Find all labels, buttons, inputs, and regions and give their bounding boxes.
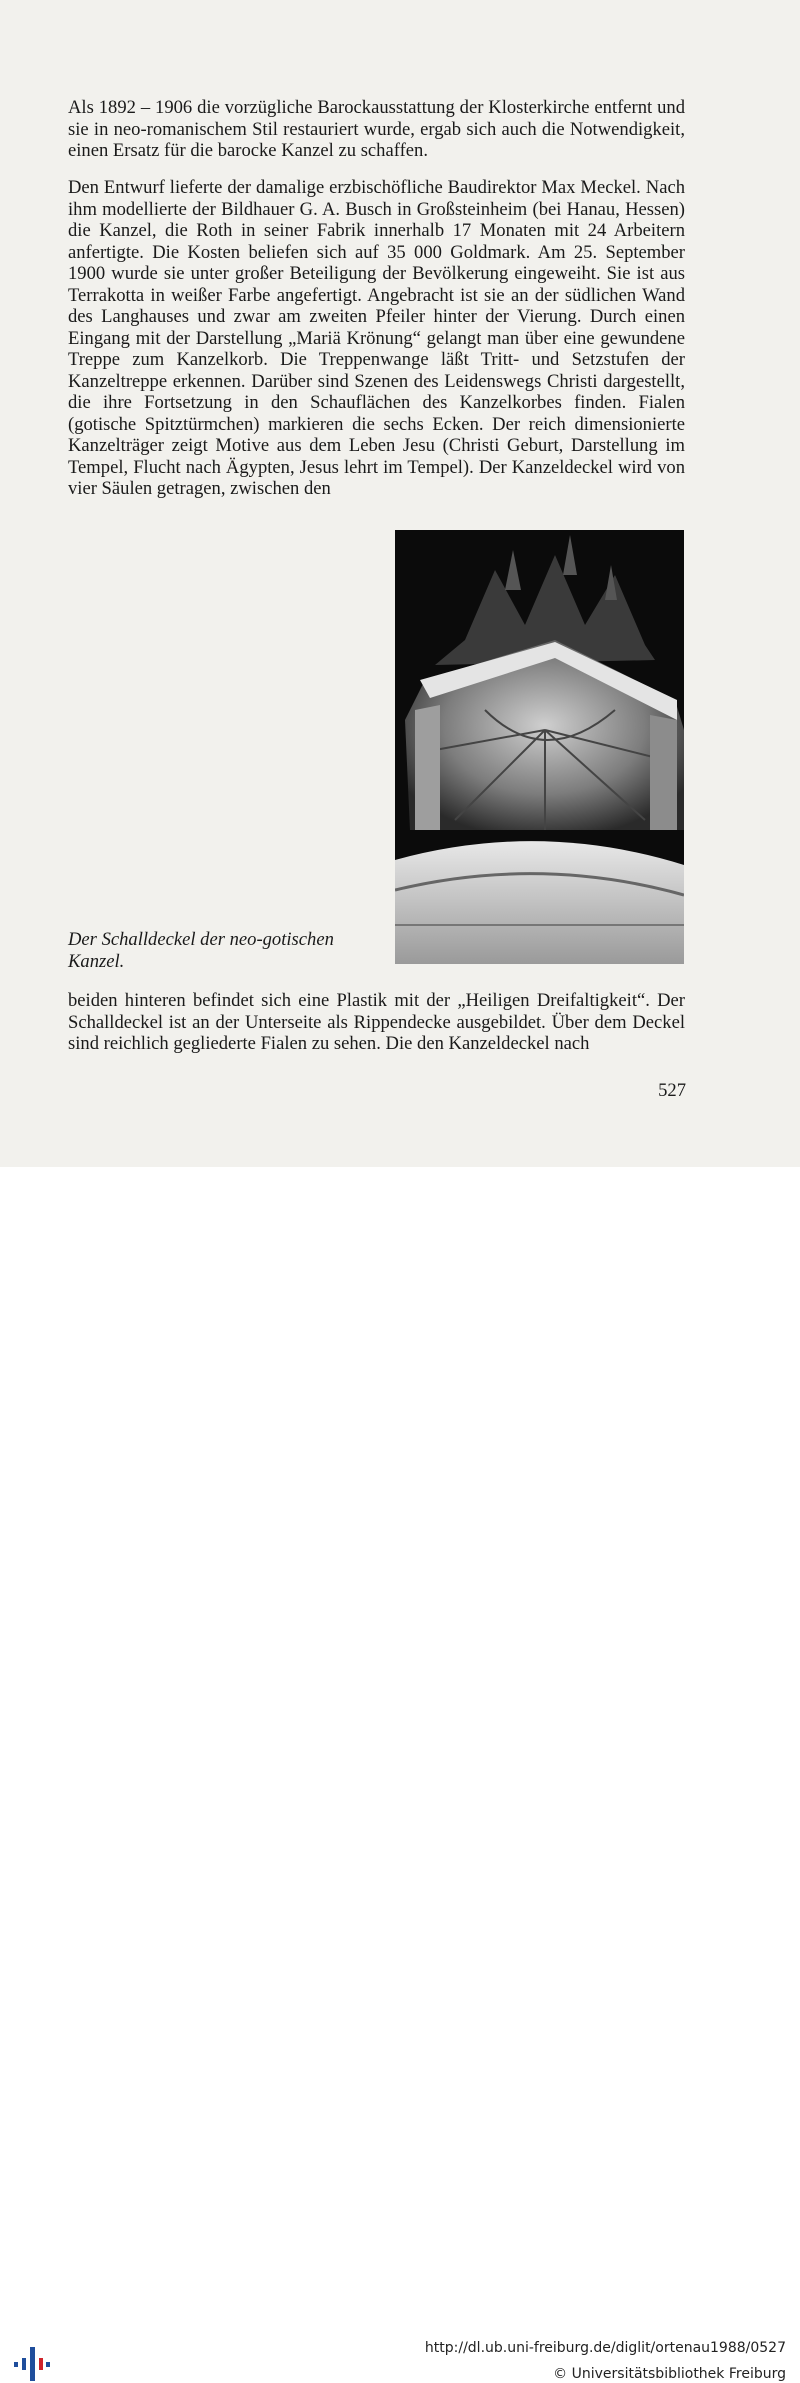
- scanned-page: [0, 0, 800, 1167]
- pulpit-photo: [395, 530, 684, 964]
- page-number: 527: [658, 1080, 686, 1101]
- viewer-footer: [0, 1167, 800, 2382]
- ub-freiburg-logo-icon: [12, 2345, 52, 2383]
- copyright-notice: © Universitätsbibliothek Freiburg: [553, 2366, 786, 2382]
- paragraph-1: Als 1892 – 1906 die vorzügliche Barockausstattung der Klosterkirche entfernt und sie in neo-romanischem Stil restauriert wurde, ergab sich auch die Notwendigkeit, einen Ersatz für die barocke Kanzel zu schaffen.: [68, 97, 685, 161]
- pulpit-canopy-illustration: [395, 530, 684, 964]
- document-url-link[interactable]: http://dl.ub.uni-freiburg.de/diglit/ortenau1988/0527: [424, 2340, 786, 2356]
- paragraph-2: Den Entwurf lieferte der damalige erzbischöfliche Baudirektor Max Meckel. Nach ihm modellierte der Bildhauer G. A. Busch in Großsteinheim (bei Hanau, Hessen) die Kanzel, die Roth in seiner Fabrik innerhalb 17 Monaten mit 24 Arbeitern anfertigte. Die Kosten beliefen sich auf 35 000 Goldmark. Am 25. September 1900 wurde sie unter großer Beteiligung der Bevölkerung eingeweiht. Sie ist aus Terrakotta in weißer Farbe angefertigt. Angebracht ist sie an der südlichen Wand des Langhauses und zwar am zweiten Pfeiler hinter der Vierung. Durch einen Eingang mit der Darstellung „Mariä Krönung“ gelangt man über eine gewundene Treppe zum Kanzelkorb. Die Treppenwange läßt Tritt- und Setzstufen der Kanzeltreppe erkennen. Darüber sind Szenen des Leidenswegs Christi dargestellt, die ihre Fortsetzung in den Schauflächen des Kanzelkorbes finden. Fialen (gotische Spitztürmchen) markieren die sechs Ecken. Der reich dimensionierte Kanzelträger zeigt Motive aus dem Leben Jesu (Christi Geburt, Darstellung im Tempel, Flucht nach Ägypten, Jesus lehrt im Tempel). Der Kanzeldeckel wird von vier Säulen getragen, zwischen den: [68, 177, 685, 499]
- figure-caption: Der Schalldeckel der neo-gotischen Kanzel.: [68, 929, 334, 972]
- paragraph-3: beiden hinteren befindet sich eine Plastik mit der „Heiligen Dreifaltigkeit“. Der Schalldeckel ist an der Unterseite als Rippendecke ausgebildet. Über dem Deckel sind reichlich gegliederte Fialen zu sehen. Die den Kanzeldeckel nach: [68, 990, 685, 1054]
